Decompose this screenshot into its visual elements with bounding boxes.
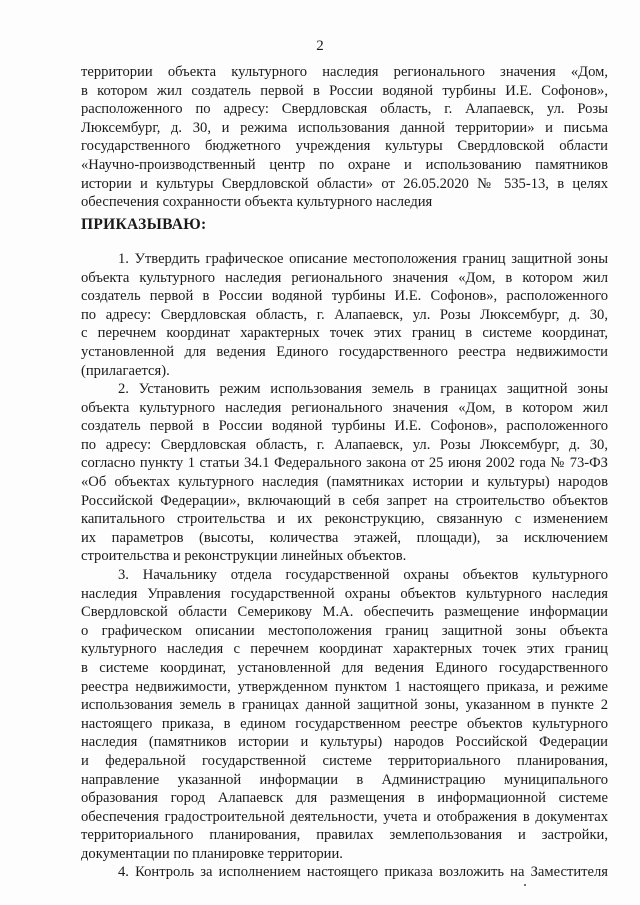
text-line: (прилагается). (81, 362, 170, 379)
text-line: объекта культурного наследия регионального значения «Дом, в котором жил (81, 399, 608, 416)
text-line: «Научно-производственный центр по охране и использованию памятников (81, 156, 608, 173)
text-line: по адресу: Свердловская область, г. Алапаевск, ул. Розы Люксембург, д. 30, (81, 306, 608, 323)
text-line: создатель первой в России водяной турбины И.Е. Софонов», расположенного (81, 288, 608, 305)
text-line: в системе координат, установленной для ведения Единого государственного (81, 659, 608, 676)
order-item-2 (81, 380, 608, 566)
text-line: по адресу: Свердловская область, г. Алапаевск, ул. Розы Люксембург, д. 30, (81, 436, 608, 453)
text-line: 4. Контроль за исполнением настоящего приказа возложить на Заместителя (118, 864, 608, 880)
intro-paragraph (81, 63, 608, 212)
text-line: документации по планировке территории. (81, 845, 343, 862)
text-line: обеспечения градостроительной деятельности, учета и отображения в документах (81, 808, 608, 825)
text-line: о графическом описании местоположения границ защитной зоны объекта (81, 622, 608, 639)
text-line: территории объекта культурного наследия регионального значения «Дом, (81, 64, 608, 80)
text-line: 2. Установить режим использования земель в границах защитной зоны (118, 381, 608, 397)
order-heading: ПРИКАЗЫВАЮ: (81, 216, 207, 233)
text-line: в котором жил создатель первой в России водяной турбины И.Е. Софонов», (81, 82, 608, 99)
text-line: капитального строительства и их реконструкцию, связанную с изменением (81, 511, 608, 528)
text-line: объекта культурного наследия регионального значения «Дом, в котором жил (81, 269, 608, 286)
text-line: реестра недвижимости, утвержденном пунктом 1 настоящего приказа, и режиме (81, 678, 608, 695)
text-line: их параметров (высоты, количества этажей, площади), за исключением (81, 529, 608, 546)
text-line: строительства и реконструкции линейных объектов. (81, 548, 407, 565)
text-line: образования город Алапаевск для размещения в информационной системе (81, 790, 608, 807)
text-line: обеспечения сохранности объекта культурного наследия (81, 194, 433, 211)
text-line: использования земель в границах данной защитной зоны, указанном в пункте 2 (81, 697, 608, 714)
order-item-3 (81, 566, 608, 864)
text-line: направление указанной информации в Администрацию муниципального (81, 771, 608, 788)
text-line: настоящего приказа, в едином государственном реестре объектов культурного (81, 715, 608, 732)
order-item-4 (81, 863, 608, 882)
order-item-1 (81, 250, 608, 380)
page-number: 2 (316, 38, 324, 54)
text-line: 1. Утвердить графическое описание местоположения границ защитной зоны (118, 251, 608, 267)
text-line: с перечнем координат характерных точек этих границ в системе координат, (81, 325, 608, 342)
text-line: создатель первой в России водяной турбины И.Е. Софонов», расположенного (81, 418, 608, 435)
text-line: 3. Начальнику отдела государственной охраны объектов культурного (118, 567, 608, 583)
text-line: культурного наследия с перечнем координат характерных точек этих границ (81, 641, 608, 658)
text-line: наследия Управления государственной охраны объектов культурного наследия (81, 585, 608, 602)
text-line: и федеральной государственной системе территориального планирования, (81, 752, 608, 769)
text-line: истории и культуры Свердловской области» от 26.05.2020 № 535-13, в целях (81, 175, 608, 192)
text-line: наследия (памятников истории и культуры) народов Российской Федерации (81, 734, 608, 751)
text-line: Люксембург, д. 30, и режима использования данной территории» и письма (81, 119, 608, 136)
text-line: установленной для ведения Единого государственного реестра недвижимости (81, 343, 608, 360)
text-line: расположенного по адресу: Свердловская область, г. Алапаевск, ул. Розы (81, 101, 608, 118)
text-line: «Об объектах культурного наследия (памятниках истории и культуры) народов (81, 473, 608, 490)
text-line: территориального планирования, правилах землепользования и застройки, (81, 827, 608, 844)
text-line: Российской Федерации», включающий в себя запрет на строительство объектов (81, 492, 608, 509)
text-line: государственного бюджетного учреждения культуры Свердловской области (81, 138, 608, 155)
text-line: согласно пункту 1 статьи 34.1 Федерального закона от 25 июня 2002 года № 73-ФЗ (81, 455, 608, 472)
scan-speck (524, 884, 526, 886)
text-line: Свердловской области Семерикову М.А. обеспечить размещение информации (81, 604, 608, 621)
